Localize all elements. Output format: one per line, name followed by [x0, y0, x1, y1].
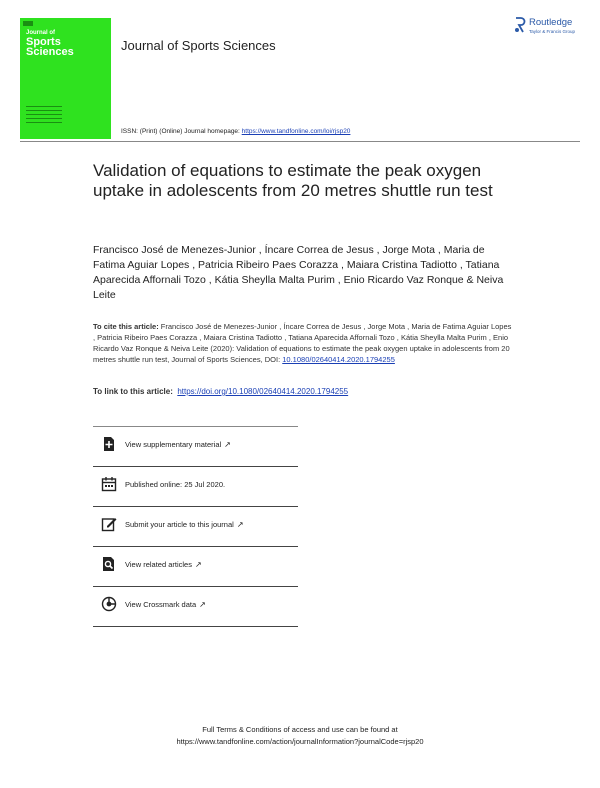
article-actions — [93, 426, 298, 627]
footer-terms-line: Full Terms & Conditions of access and use can be found at — [202, 725, 398, 734]
publisher-name: Routledge — [529, 17, 573, 28]
cover-journal-big-1: Sports — [26, 36, 61, 48]
cover-journal-big-2: Sciences — [26, 46, 74, 58]
article-doi-url[interactable]: https://doi.org/10.1080/02640414.2020.1794255 — [177, 387, 349, 396]
issn-prefix: ISSN: (Print) (Online) Journal homepage: — [121, 128, 240, 135]
citation-block — [93, 321, 513, 365]
external-link-icon: ↗ — [224, 440, 231, 449]
article-authors: Francisco José de Menezes-Junior , Íncare Correa de Jesus , Jorge Mota , Maria de Fatima Aguiar Lopes , Patricia Ribeiro Paes Corazza , Maiara Cristina Tadiotto , Tatiana Aparecida Affornali Tozo , Kátia Sheylla Malta Purim , Enio Ricardo Vaz Ronque & Neiva Leite — [93, 244, 504, 301]
cover-tag — [23, 21, 33, 26]
cover-journal-small: Journal of — [26, 30, 56, 36]
citation-doi-link[interactable]: 10.1080/02640414.2020.1794255 — [282, 355, 395, 364]
cover-journal-name — [26, 30, 106, 57]
calendar-icon — [101, 476, 117, 492]
external-link-icon: ↗ — [194, 560, 202, 569]
journal-cover — [20, 18, 111, 139]
journal-title: Journal of Sports Sciences — [121, 38, 276, 53]
routledge-r-icon — [514, 17, 526, 33]
action-label: View supplementary material — [125, 440, 222, 449]
external-link-icon: ↗ — [236, 520, 244, 529]
edit-icon — [101, 516, 117, 532]
action-label: Published online: 25 Jul 2020. — [125, 480, 226, 489]
action-label: View Crossmark data — [125, 600, 197, 609]
cover-text-lines — [26, 106, 62, 126]
publisher-logo — [514, 16, 594, 46]
search-document-icon — [101, 556, 117, 572]
issn-line — [121, 128, 350, 135]
link-to-article-label: To link to this article: — [93, 387, 173, 396]
action-view-supplementary[interactable] — [93, 427, 298, 467]
journal-homepage-link[interactable]: https://www.tandfonline.com/loi/rjsp20 — [241, 128, 351, 135]
external-link-icon: ↗ — [199, 600, 206, 609]
supplementary-icon — [101, 436, 117, 452]
footer — [0, 724, 600, 748]
action-label: View related articles — [125, 560, 192, 569]
publisher-subtitle: Taylor & Francis Group — [529, 29, 576, 34]
action-view-related[interactable] — [93, 547, 298, 587]
link-to-article — [93, 387, 513, 396]
article-title: Validation of equations to estimate the peak oxygen uptake in adolescents from 20 metres shuttle run test — [93, 161, 493, 200]
action-published-online — [93, 467, 298, 507]
citation-label: To cite this article: — [93, 322, 159, 331]
footer-terms-link[interactable]: https://www.tandfonline.com/action/journalInformation?journalCode=rjsp20 — [176, 737, 424, 746]
header-divider — [20, 141, 580, 142]
crossmark-icon — [101, 596, 117, 612]
action-submit-article[interactable] — [93, 507, 298, 547]
action-label: Submit your article to this journal — [125, 520, 234, 529]
action-view-crossmark[interactable] — [93, 587, 298, 627]
citation-text: Francisco José de Menezes-Junior , Íncare Correa de Jesus , Jorge Mota , Maria de Fatima Aguiar Lopes , Patricia Ribeiro Paes Corazza , Maiara Cristina Tadiotto , Tatiana Aparecida Affornali Tozo , Kátia Sheylla Malta Purim , Enio Ricardo Vaz Ronque & Neiva Leite (2020): Validation of equations to estimate the peak oxygen uptake in adolescents from 20 metres shuttle run test, Journal of Sports Sciences, DOI: — [93, 322, 512, 364]
